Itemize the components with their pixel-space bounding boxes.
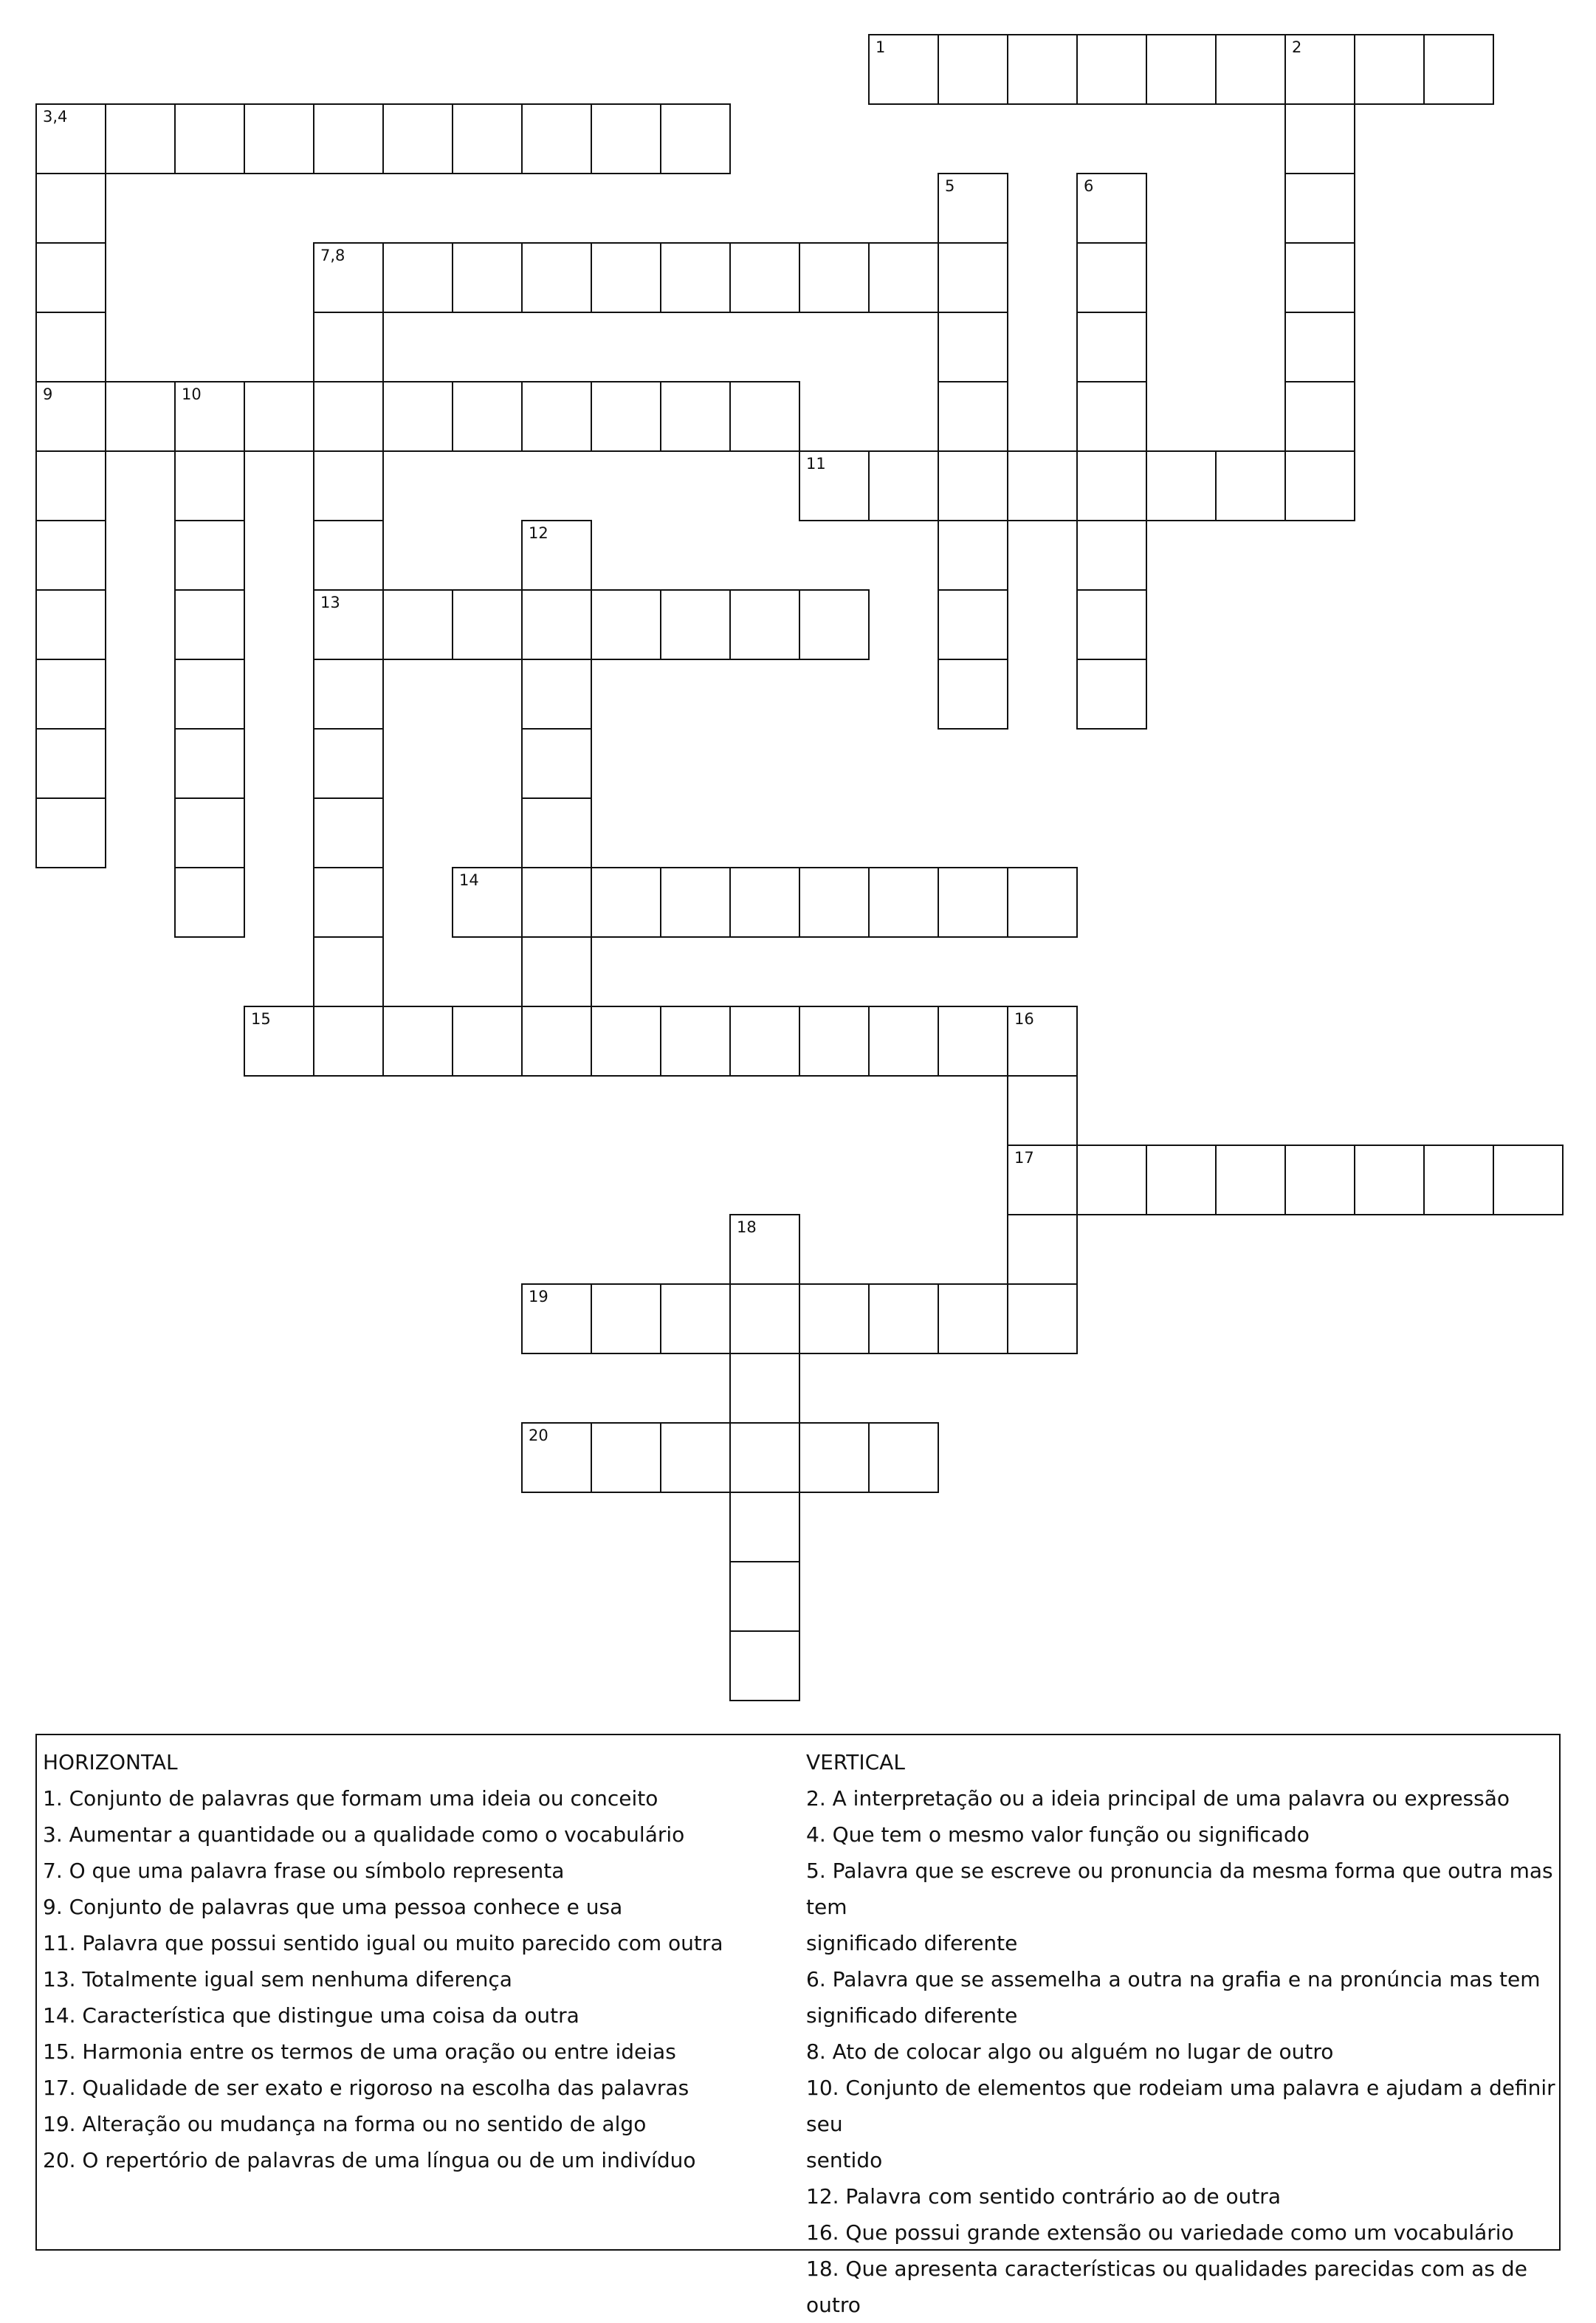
grid-cell[interactable] — [1007, 1075, 1078, 1146]
grid-cell[interactable] — [938, 312, 1008, 382]
grid-cell[interactable] — [1493, 1145, 1564, 1215]
grid-cell[interactable] — [452, 103, 523, 174]
grid-cell[interactable] — [660, 1006, 731, 1077]
grid-cell[interactable] — [1076, 173, 1147, 244]
grid-cell[interactable] — [938, 1006, 1008, 1077]
grid-cell[interactable] — [1076, 589, 1147, 660]
grid-cell[interactable] — [938, 381, 1008, 452]
vertical-clue-6: 6. Palavra que se assemelha a outra na grafia e na pronúncia mas tem — [806, 1967, 1541, 1991]
grid-cell[interactable] — [1076, 381, 1147, 452]
grid-cell[interactable] — [521, 242, 592, 313]
horizontal-clue-15: 15. Harmonia entre os termos de uma oração ou entre ideias — [43, 2039, 676, 2064]
grid-cell[interactable] — [521, 1006, 592, 1077]
grid-cell[interactable] — [313, 867, 384, 938]
grid-cell[interactable] — [1007, 450, 1078, 521]
grid-cell[interactable] — [174, 520, 245, 591]
vertical-clue-10-cont: sentido — [806, 2148, 883, 2172]
grid-cell[interactable] — [382, 103, 453, 174]
grid-cell[interactable] — [1076, 312, 1147, 382]
clue-number: 3,4 — [43, 108, 68, 126]
grid-cell[interactable] — [35, 242, 106, 313]
vertical-clue-18: 18. Que apresenta características ou qualidades parecidas com as de outro — [806, 2257, 1527, 2317]
clue-number: 6 — [1084, 177, 1094, 195]
grid-cell[interactable] — [1284, 173, 1355, 244]
grid-cell[interactable] — [313, 520, 384, 591]
grid-cell[interactable] — [521, 936, 592, 1007]
grid-cell[interactable] — [1076, 242, 1147, 313]
grid-cell[interactable] — [1284, 381, 1355, 452]
grid-cell[interactable] — [244, 103, 314, 174]
grid-cell[interactable] — [174, 659, 245, 730]
vertical-clue-16: 16. Que possui grande extensão ou variedade como um vocabulário — [806, 2220, 1514, 2245]
clue-number: 11 — [806, 455, 826, 473]
grid-cell[interactable] — [729, 242, 800, 313]
grid-cell[interactable] — [938, 1283, 1008, 1354]
grid-cell[interactable] — [1007, 1145, 1078, 1215]
grid-cell[interactable] — [868, 242, 939, 313]
grid-cell[interactable] — [660, 103, 731, 174]
grid-cell[interactable] — [313, 728, 384, 799]
grid-cell[interactable] — [799, 1422, 870, 1493]
grid-cell[interactable] — [729, 867, 800, 938]
grid-cell[interactable] — [591, 1283, 661, 1354]
grid-cell[interactable] — [938, 589, 1008, 660]
grid-cell[interactable] — [521, 659, 592, 730]
grid-cell[interactable] — [174, 867, 245, 938]
clue-number: 16 — [1014, 1010, 1034, 1028]
grid-cell[interactable] — [174, 728, 245, 799]
horizontal-heading: HORIZONTAL — [43, 1750, 178, 1774]
grid-cell[interactable] — [1284, 1145, 1355, 1215]
grid-cell[interactable] — [35, 797, 106, 868]
grid-cell[interactable] — [1423, 34, 1494, 105]
grid-cell[interactable] — [452, 1006, 523, 1077]
horizontal-clue-1: 1. Conjunto de palavras que formam uma ideia ou conceito — [43, 1786, 658, 1811]
grid-cell[interactable] — [313, 312, 384, 382]
grid-cell[interactable] — [174, 450, 245, 521]
grid-cell[interactable] — [313, 103, 384, 174]
clue-number: 14 — [459, 871, 479, 889]
vertical-clue-8: 8. Ato de colocar algo ou alguém no lugar de outro — [806, 2039, 1334, 2064]
clue-number: 18 — [737, 1218, 757, 1236]
grid-cell[interactable] — [660, 867, 731, 938]
grid-cell[interactable] — [35, 173, 106, 244]
grid-cell[interactable] — [452, 381, 523, 452]
grid-cell[interactable] — [591, 1422, 661, 1493]
vertical-clue-12: 12. Palavra com sentido contrário ao de outra — [806, 2184, 1281, 2209]
grid-cell[interactable] — [1284, 242, 1355, 313]
vertical-clue-6-cont: significado diferente — [806, 2003, 1018, 2028]
grid-cell[interactable] — [452, 589, 523, 660]
grid-cell[interactable] — [868, 1006, 939, 1077]
vertical-clue-2: 2. A interpretação ou a ideia principal de uma palavra ou expressão — [806, 1786, 1510, 1811]
grid-cell[interactable] — [313, 936, 384, 1007]
grid-cell[interactable] — [1215, 450, 1286, 521]
grid-cell[interactable] — [729, 1214, 800, 1285]
clue-number: 20 — [529, 1427, 548, 1444]
grid-cell[interactable] — [938, 450, 1008, 521]
grid-cell[interactable] — [1215, 34, 1286, 105]
grid-cell[interactable] — [1146, 1145, 1217, 1215]
grid-cell[interactable] — [799, 1006, 870, 1077]
grid-cell[interactable] — [868, 867, 939, 938]
clue-number: 9 — [43, 385, 53, 403]
vertical-clue-4: 4. Que tem o mesmo valor função ou significado — [806, 1822, 1310, 1847]
grid-cell[interactable] — [521, 381, 592, 452]
grid-cell[interactable] — [729, 1353, 800, 1424]
grid-cell[interactable] — [799, 1283, 870, 1354]
grid-cell[interactable] — [591, 589, 661, 660]
grid-cell[interactable] — [35, 589, 106, 660]
grid-cell[interactable] — [313, 242, 384, 313]
grid-cell[interactable] — [1076, 520, 1147, 591]
clue-number: 7,8 — [320, 247, 345, 264]
grid-cell[interactable] — [174, 103, 245, 174]
grid-cell[interactable] — [244, 1006, 314, 1077]
clue-number: 2 — [1292, 38, 1302, 56]
vertical-clue-5-cont: significado diferente — [806, 1931, 1018, 1955]
grid-cell[interactable] — [244, 381, 314, 452]
horizontal-clue-14: 14. Característica que distingue uma coisa da outra — [43, 2003, 579, 2028]
grid-cell[interactable] — [1284, 103, 1355, 174]
grid-cell[interactable] — [729, 1492, 800, 1562]
grid-cell[interactable] — [382, 381, 453, 452]
grid-cell[interactable] — [591, 381, 661, 452]
grid-cell[interactable] — [521, 728, 592, 799]
grid-cell[interactable] — [591, 103, 661, 174]
grid-cell[interactable] — [1007, 1006, 1078, 1077]
clue-number: 17 — [1014, 1149, 1034, 1167]
grid-cell[interactable] — [1354, 34, 1425, 105]
grid-cell[interactable] — [174, 797, 245, 868]
grid-cell[interactable] — [938, 173, 1008, 244]
horizontal-clue-9: 9. Conjunto de palavras que uma pessoa conhece e usa — [43, 1895, 623, 1919]
horizontal-clue-17: 17. Qualidade de ser exato e rigoroso na escolha das palavras — [43, 2076, 689, 2100]
grid-cell[interactable] — [660, 381, 731, 452]
grid-cell[interactable] — [938, 659, 1008, 730]
grid-cell[interactable] — [35, 659, 106, 730]
grid-cell[interactable] — [313, 589, 384, 660]
grid-cell[interactable] — [35, 312, 106, 382]
grid-cell[interactable] — [452, 867, 523, 938]
grid-cell[interactable] — [938, 867, 1008, 938]
grid-cell[interactable] — [313, 381, 384, 452]
grid-cell[interactable] — [729, 1006, 800, 1077]
horizontal-clue-11: 11. Palavra que possui sentido igual ou muito parecido com outra — [43, 1931, 723, 1955]
grid-cell[interactable] — [1076, 1145, 1147, 1215]
clue-number: 15 — [251, 1010, 271, 1028]
grid-cell[interactable] — [799, 450, 870, 521]
grid-cell[interactable] — [591, 1006, 661, 1077]
grid-cell[interactable] — [35, 103, 106, 174]
grid-cell[interactable] — [1007, 1283, 1078, 1354]
grid-cell[interactable] — [174, 589, 245, 660]
grid-cell[interactable] — [729, 589, 800, 660]
horizontal-clue-20: 20. O repertório de palavras de uma língua ou de um indivíduo — [43, 2148, 696, 2172]
grid-cell[interactable] — [1284, 34, 1355, 105]
grid-cell[interactable] — [35, 381, 106, 452]
grid-cell[interactable] — [521, 1422, 592, 1493]
grid-cell[interactable] — [1007, 34, 1078, 105]
grid-cell[interactable] — [660, 589, 731, 660]
grid-cell[interactable] — [521, 867, 592, 938]
grid-cell[interactable] — [799, 867, 870, 938]
grid-cell[interactable] — [521, 1283, 592, 1354]
clue-number: 13 — [320, 594, 340, 611]
grid-cell[interactable] — [1284, 450, 1355, 521]
grid-cell[interactable] — [938, 242, 1008, 313]
grid-cell[interactable] — [729, 1561, 800, 1632]
grid-cell[interactable] — [938, 520, 1008, 591]
grid-cell[interactable] — [382, 1006, 453, 1077]
grid-cell[interactable] — [105, 103, 176, 174]
clue-number: 1 — [876, 38, 886, 56]
horizontal-clue-3: 3. Aumentar a quantidade ou a qualidade como o vocabulário — [43, 1822, 685, 1847]
grid-cell[interactable] — [382, 589, 453, 660]
grid-cell[interactable] — [660, 242, 731, 313]
grid-cell[interactable] — [868, 1422, 939, 1493]
grid-cell[interactable] — [660, 1283, 731, 1354]
grid-cell[interactable] — [1076, 659, 1147, 730]
horizontal-clues — [43, 1744, 796, 2178]
grid-cell[interactable] — [313, 1006, 384, 1077]
grid-cell[interactable] — [313, 797, 384, 868]
horizontal-clue-7: 7. O que uma palavra frase ou símbolo representa — [43, 1859, 565, 1883]
grid-cell[interactable] — [868, 450, 939, 521]
grid-cell[interactable] — [729, 1283, 800, 1354]
grid-cell[interactable] — [1007, 867, 1078, 938]
grid-cell[interactable] — [591, 867, 661, 938]
clue-number: 10 — [182, 385, 202, 403]
vertical-heading: VERTICAL — [806, 1750, 905, 1774]
grid-cell[interactable] — [1423, 1145, 1494, 1215]
grid-cell[interactable] — [591, 242, 661, 313]
clue-number: 12 — [529, 524, 548, 542]
horizontal-clue-19: 19. Alteração ou mudança na forma ou no sentido de algo — [43, 2112, 647, 2136]
grid-cell[interactable] — [799, 242, 870, 313]
grid-cell[interactable] — [1354, 1145, 1425, 1215]
grid-cell[interactable] — [729, 1630, 800, 1701]
grid-cell[interactable] — [1215, 1145, 1286, 1215]
grid-cell[interactable] — [452, 242, 523, 313]
grid-cell[interactable] — [521, 589, 592, 660]
grid-cell[interactable] — [35, 520, 106, 591]
grid-cell[interactable] — [938, 34, 1008, 105]
grid-cell[interactable] — [868, 1283, 939, 1354]
grid-cell[interactable] — [1284, 312, 1355, 382]
vertical-clue-5: 5. Palavra que se escreve ou pronuncia da mesma forma que outra mas tem — [806, 1859, 1553, 1919]
grid-cell[interactable] — [1146, 450, 1217, 521]
clue-number: 5 — [945, 177, 955, 195]
vertical-clues — [806, 1744, 1556, 2323]
clues-box — [35, 1734, 1561, 2317]
grid-cell[interactable] — [313, 450, 384, 521]
grid-cell[interactable] — [521, 797, 592, 868]
grid-cell[interactable] — [1007, 1214, 1078, 1285]
grid-cell[interactable] — [660, 1422, 731, 1493]
vertical-clue-10: 10. Conjunto de elementos que rodeiam uma palavra e ajudam a definir seu — [806, 2076, 1555, 2136]
grid-cell[interactable] — [799, 589, 870, 660]
grid-cell[interactable] — [1076, 450, 1147, 521]
horizontal-clue-13: 13. Totalmente igual sem nenhuma diferença — [43, 1967, 512, 1991]
grid-cell[interactable] — [174, 381, 245, 452]
grid-cell[interactable] — [729, 381, 800, 452]
grid-cell[interactable] — [521, 520, 592, 591]
grid-cell[interactable] — [1146, 34, 1217, 105]
grid-cell[interactable] — [729, 1422, 800, 1493]
grid-cell[interactable] — [313, 659, 384, 730]
grid-cell[interactable] — [521, 103, 592, 174]
grid-cell[interactable] — [382, 242, 453, 313]
grid-cell[interactable] — [35, 728, 106, 799]
grid-cell[interactable] — [105, 381, 176, 452]
clue-number: 19 — [529, 1288, 548, 1305]
grid-cell[interactable] — [868, 34, 939, 105]
grid-cell[interactable] — [1076, 34, 1147, 105]
grid-cell[interactable] — [35, 450, 106, 521]
